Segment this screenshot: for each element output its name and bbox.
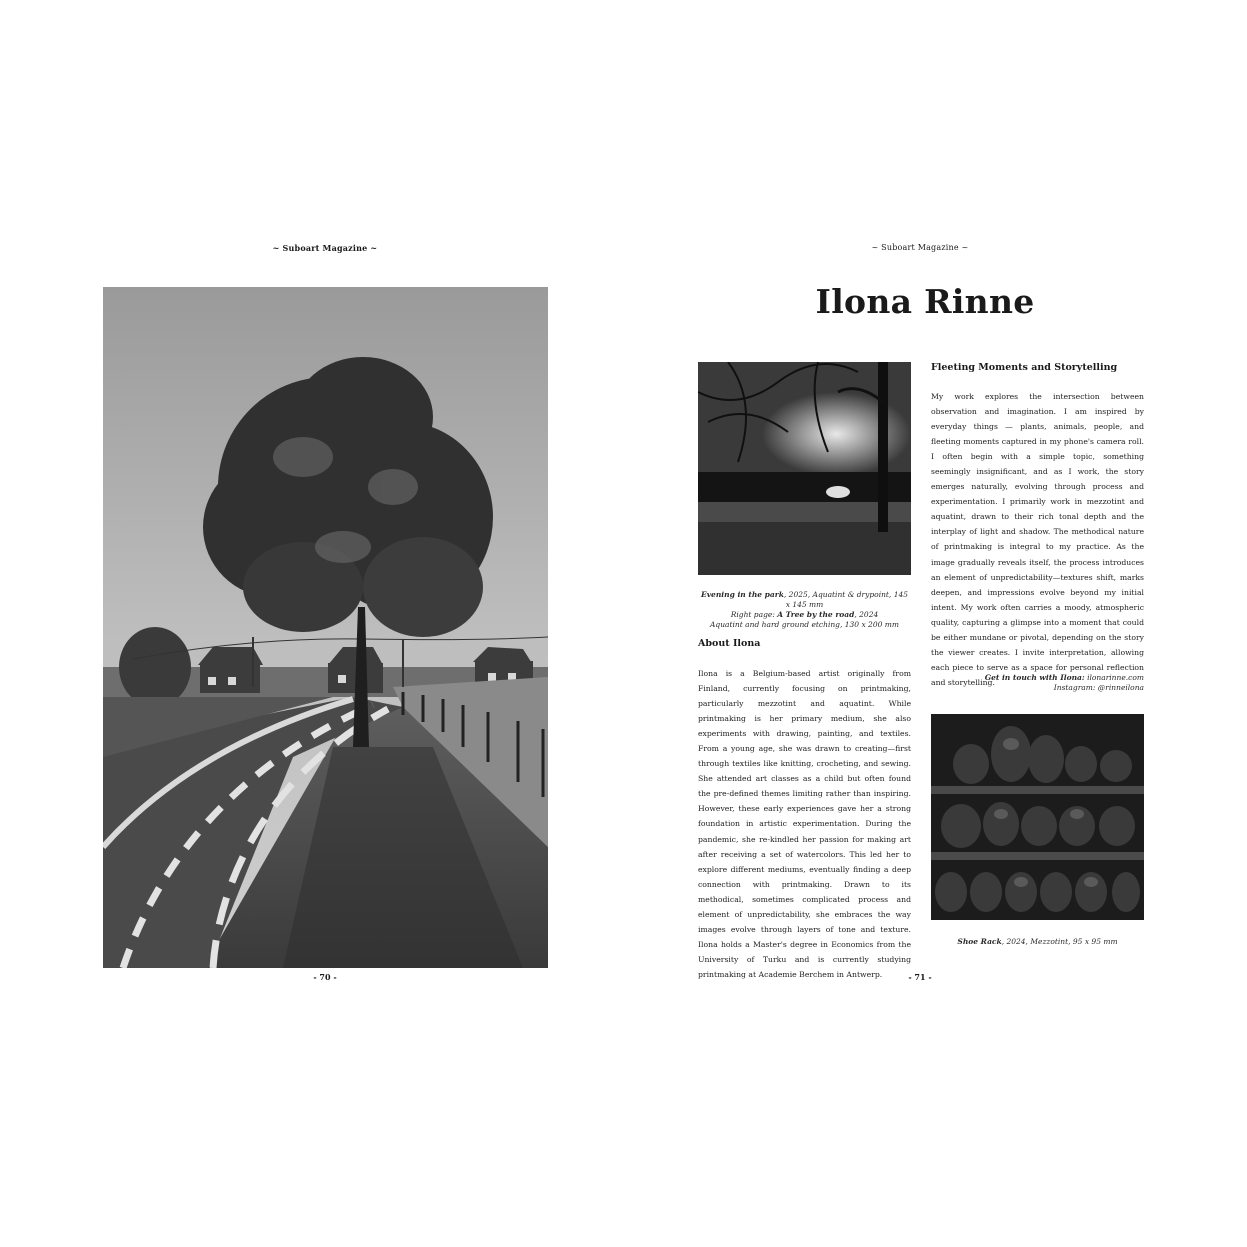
left-page-number: - 70 - xyxy=(313,972,337,982)
caption-evening-in-the-park xyxy=(698,590,911,630)
caption-tree-year: , 2024 xyxy=(854,610,879,619)
caption-shoes-title: Shoe Rack xyxy=(957,937,1002,946)
fleeting-heading: Fleeting Moments and Storytelling xyxy=(931,362,1118,373)
right-page-header: ~ Suboart Magazine ~ xyxy=(871,243,969,252)
contact-instagram[interactable]: @rinneilona xyxy=(1097,683,1144,692)
caption-shoes-details: , 2024, Mezzotint, 95 x 95 mm xyxy=(1001,937,1118,946)
artwork-shoe-rack xyxy=(931,714,1144,920)
caption-shoe-rack xyxy=(931,937,1144,947)
caption-park-line-2 xyxy=(698,610,911,620)
instagram-label: Instagram: xyxy=(1053,683,1096,692)
caption-park-details: , 2025, Aquatint & drypoint, 145 x 145 mm xyxy=(783,590,909,609)
left-page-header: ~ Suboart Magazine ~ xyxy=(272,243,378,253)
caption-park-line-1 xyxy=(698,590,911,610)
contact-website[interactable]: ilonarinne.com xyxy=(1087,673,1144,682)
contact-website-line xyxy=(931,673,1144,683)
caption-park-right-page-label: Right page: xyxy=(730,610,778,619)
contact-instagram-line xyxy=(931,683,1144,693)
article-title: Ilona Rinne xyxy=(815,282,1035,321)
about-text: Ilona is a Belgium-based artist originally from Finland, currently focusing on printmaking, particularly mezzotint and aquatint. While printmaking is her primary medium, she also experiments with drawing, painting, and textiles. From a young age, she was drawn to creating—first through textiles like knitting, crocheting, and sewing. She attended art classes as a child but often found the pre-defined themes limiting rather than inspiring. However, these early experiences gave her a strong foundation in artistic experimentation. During the pandemic, she re-kindled her passion for making art after receiving a set of watercolors. This led her to explore different mediums, eventually finding a deep connection with printmaking. Drawn to its methodical, sometimes complicated process and element of unpredictability, she embraces the way images evolve through layers of tone and texture. Ilona holds a Master's degree in Economics from the University of Turku and is currently studying printmaking at Academie Berchem in Antwerp. xyxy=(698,669,911,979)
caption-park-title: Evening in the park xyxy=(700,590,784,599)
caption-park-line-3: Aquatint and hard ground etching, 130 x 200 mm xyxy=(710,620,899,629)
fleeting-text: My work explores the intersection between observation and imagination. I am inspired by everyday things — plants, animals, people, and fleeting moments captured in my phone's camera roll. I often begin with a simple topic, something seemingly insignificant, and as I work, the story emerges naturally, evolving through process and experimentation. I primarily work in mezzotint and aquatint, drawn to their rich tonal depth and the interplay of light and shadow. The methodical nature of printmaking is integral to my practice. As the image gradually reveals itself, the process introduces an element of unpredictability—textures shift, marks deepen, and impressions evolve beyond my initial intent. My work often carries a moody, atmospheric quality, capturing a glimpse into a moment that could be either mundane or pivotal, depending on the story the viewer creates. I invite interpretation, allowing each piece to serve as a space for personal reflection and storytelling. xyxy=(931,392,1144,687)
contact-info xyxy=(931,673,1144,693)
about-heading: About Ilona xyxy=(698,638,761,649)
caption-tree-title: A Tree by the road xyxy=(777,610,855,619)
contact-label: Get in touch with Ilona: xyxy=(984,673,1085,682)
artwork-evening-in-the-park xyxy=(698,362,911,575)
artwork-tree-by-the-road xyxy=(103,287,548,968)
right-page-number: - 71 - xyxy=(908,972,932,982)
